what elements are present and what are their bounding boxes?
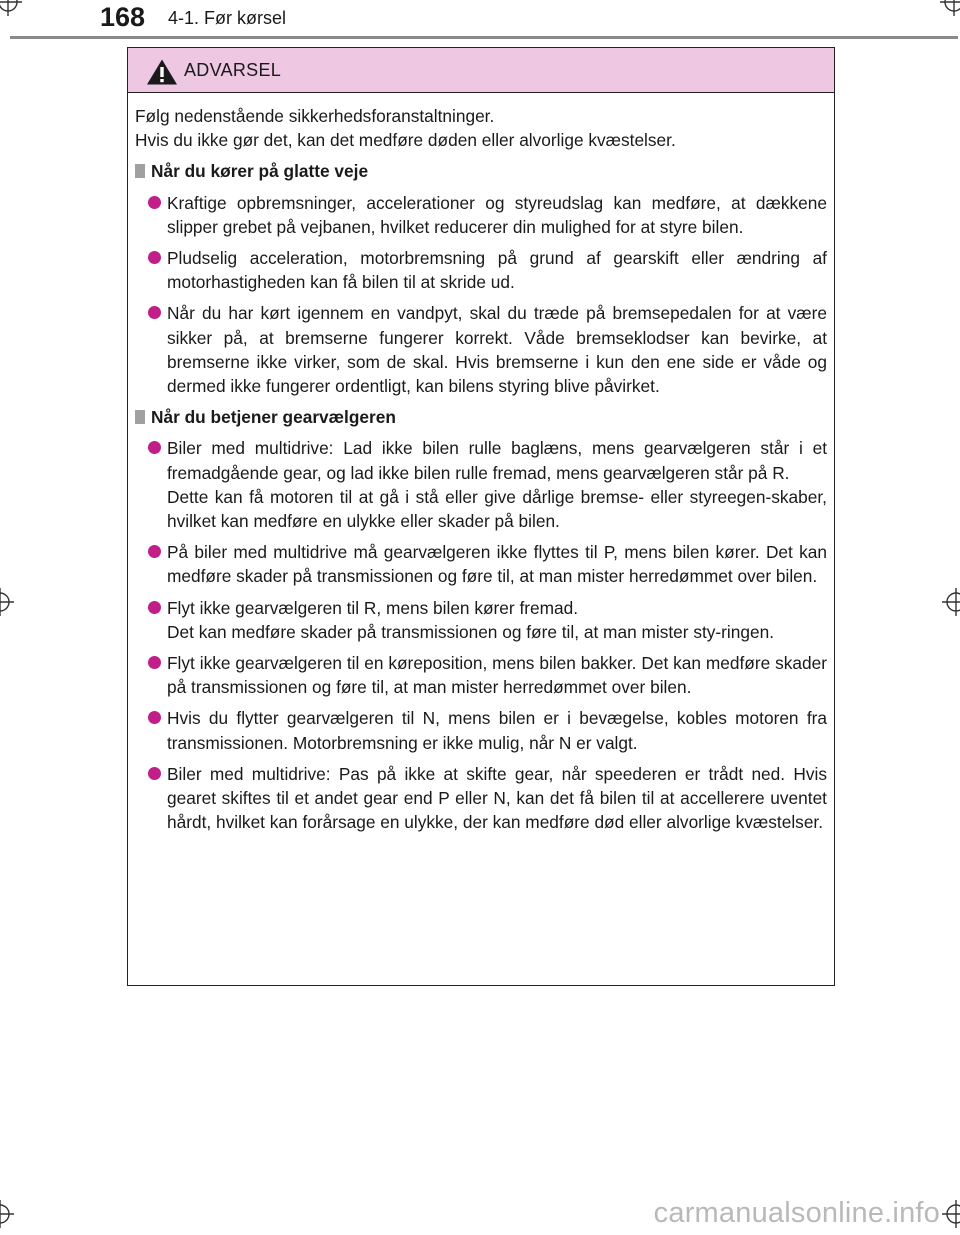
circle-bullet-icon [148, 441, 161, 454]
circle-bullet-icon [148, 711, 161, 724]
section-title-text: Når du betjener gearvælgeren [151, 407, 396, 428]
item-text: Biler med multidrive: Pas på ikke at skifte gear, når speederen er trådt ned. Hvis gearet skiftes til et andet gear end P eller N, kan det få bilen til at accellerere uventet hårdt, hvilket kan forårsage en ulykke, der kan medføre død eller alvorlige kvæstelser. [167, 763, 827, 833]
square-bullet-icon [135, 164, 145, 178]
item-text: Pludselig acceleration, motorbremsning på grund af gearskift eller ændring af motorhastigheden kan få bilen til at skride ud. [167, 248, 827, 293]
item-text: På biler med multidrive må gearvælgeren ikke flyttes til P, mens bilen kører. Det kan medføre skader på transmissionen og føre til, at man mister herredømmet over bilen. [167, 542, 827, 587]
section-title-text: Når du kører på glatte veje [151, 161, 369, 182]
section-title: 4-1. Før kørsel [168, 8, 287, 28]
list-item [135, 706, 827, 754]
item-text: Dette kan få motoren til at gå i stå eller give dårlige bremse- eller styreegen-skaber, hvilket kan medføre en ulykke eller skader på bilen. [167, 486, 827, 532]
watermark: carmanualsonline.info [653, 1197, 940, 1229]
page-number: 168 [100, 2, 146, 32]
item-text: Kraftige opbremsninger, accelerationer og styreudslag kan medføre, at dækkene slipper grebet på vejbanen, hvilket reducerer din mulighed for at styre bilen. [167, 192, 827, 237]
item-text: Det kan medføre skader på transmissionen og føre til, at man mister sty-ringen. [167, 621, 774, 642]
circle-bullet-icon [148, 196, 161, 209]
section-heading [135, 405, 827, 429]
crop-mark-right-icon [942, 588, 960, 616]
warning-title: ADVARSEL [184, 60, 282, 80]
item-text: Biler med multidrive: Lad ikke bilen rulle baglæns, mens gearvælgeren står i et fremadgående gear, og lad ikke bilen rulle fremad, mens gearvælgeren står på R. [167, 438, 827, 483]
circle-bullet-icon [148, 306, 161, 319]
crop-mark-bottom-right-icon [942, 1200, 960, 1228]
item-text: Flyt ikke gearvælgeren til en køreposition, mens bilen bakker. Det kan medføre skader på transmissionen og føre til, at man mister herredømmet over bilen. [167, 653, 827, 698]
list-item [135, 540, 827, 588]
item-text: Flyt ikke gearvælgeren til R, mens bilen kører fremad. [167, 597, 579, 618]
list-item [135, 246, 827, 294]
list-item [135, 596, 827, 644]
circle-bullet-icon [148, 251, 161, 264]
warning-box [127, 47, 835, 986]
warning-header [128, 48, 834, 93]
circle-bullet-icon [148, 656, 161, 669]
list-item [135, 651, 827, 699]
crop-mark-left-icon [0, 588, 14, 616]
circle-bullet-icon [148, 767, 161, 780]
warning-body [128, 93, 834, 834]
list-item [135, 301, 827, 398]
list-item [135, 436, 827, 533]
header-divider [10, 36, 958, 39]
warning-triangle-icon [146, 58, 178, 86]
item-text: Når du har kørt igennem en vandpyt, skal du træde på bremsepedalen for at være sikker på, at bremserne fungerer korrekt. Våde bremseklodser kan bevirke, at bremserne ikke virker, som de skal. Hvis bremserne i kun den ene side er våde og dermed ikke fungerer ordentligt, kan bilens styring blive påvirket. [167, 303, 827, 397]
circle-bullet-icon [148, 545, 161, 558]
crop-mark-top-left-icon [0, 0, 22, 16]
circle-bullet-icon [148, 601, 161, 614]
section-heading [135, 159, 827, 183]
square-bullet-icon [135, 410, 145, 424]
crop-mark-top-right-icon [940, 0, 960, 16]
item-text: Hvis du flytter gearvælgeren til N, mens bilen er i bevægelse, kobles motoren fra transmissionen. Motorbremsning er ikke mulig, når N er valgt. [167, 708, 827, 753]
page-header [0, 0, 960, 38]
list-item [135, 762, 827, 835]
intro-line: Følg nedenstående sikkerhedsforanstaltninger. [135, 106, 495, 126]
intro-line: Hvis du ikke gør det, kan det medføre døden eller alvorlige kvæstelser. [135, 130, 676, 151]
list-item [135, 191, 827, 239]
crop-mark-bottom-left-icon [0, 1200, 14, 1228]
